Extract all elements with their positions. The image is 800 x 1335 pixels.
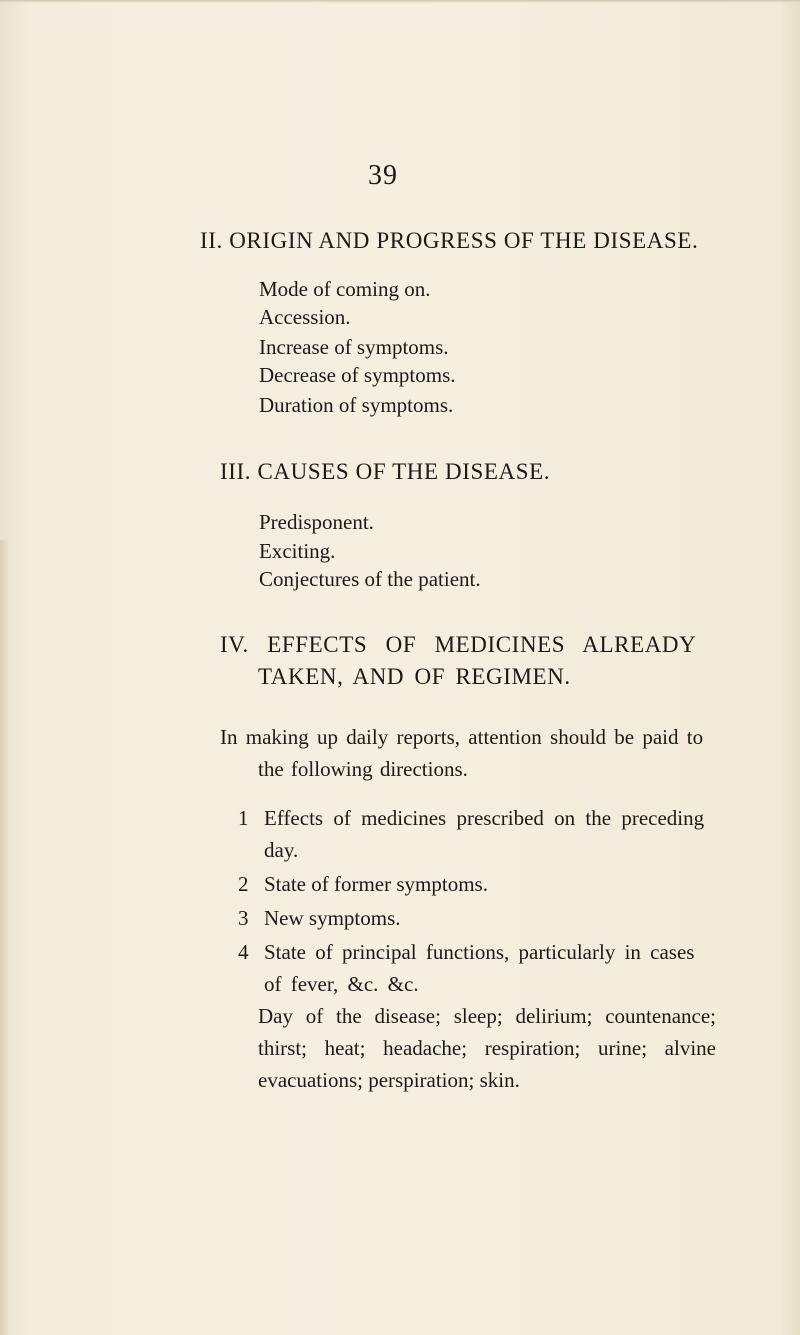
direction-number: 2 — [238, 872, 249, 896]
direction-text: New symptoms. — [264, 906, 401, 930]
section-3-item: Conjectures of the patient. — [259, 567, 481, 591]
direction-number: 4 — [238, 940, 249, 964]
page-top-edge — [0, 0, 800, 3]
direction-text: Effects of medicines prescribed on the preceding day. — [264, 806, 705, 862]
direction-item-4 — [238, 936, 718, 1002]
section-2-item: Increase of symptoms. — [259, 335, 449, 359]
section-4-heading-line1: IV. EFFECTS OF MEDICINES ALREADY — [220, 632, 697, 657]
direction-item-3 — [238, 902, 718, 934]
direction-number: 3 — [238, 906, 249, 930]
page-left-edge — [0, 540, 9, 1335]
section-3-heading: III. CAUSES OF THE DISEASE. — [220, 459, 551, 484]
daily-reports-intro-line2: the following directions. — [258, 757, 468, 781]
section-4-heading-line2: TAKEN, AND OF REGIMEN. — [258, 664, 571, 689]
direction-text: State of former symptoms. — [264, 872, 488, 896]
section-2-item: Accession. — [259, 305, 351, 329]
direction-item-1 — [238, 802, 718, 868]
page-number: 39 — [368, 160, 398, 191]
direction-item-2 — [238, 868, 718, 900]
daily-reports-summary: Day of the disease; sleep; delirium; countenance; thirst; heat; headache; respiration; urine; alvine evacuations; perspiration; skin. — [258, 1004, 716, 1092]
section-3-item: Predisponent. — [259, 510, 374, 534]
daily-reports-intro-line1: In making up daily reports, attention should be paid to — [220, 725, 704, 749]
section-3-item: Exciting. — [259, 539, 336, 563]
section-2-item: Duration of symptoms. — [259, 393, 454, 417]
section-2-heading: II. ORIGIN AND PROGRESS OF THE DISEASE. — [200, 228, 699, 253]
section-2-item: Decrease of symptoms. — [259, 363, 456, 387]
section-2-item: Mode of coming on. — [259, 277, 431, 301]
direction-number: 1 — [238, 806, 249, 830]
direction-text: State of principal functions, particularly in cases of fever, &c. &c. — [264, 940, 695, 996]
